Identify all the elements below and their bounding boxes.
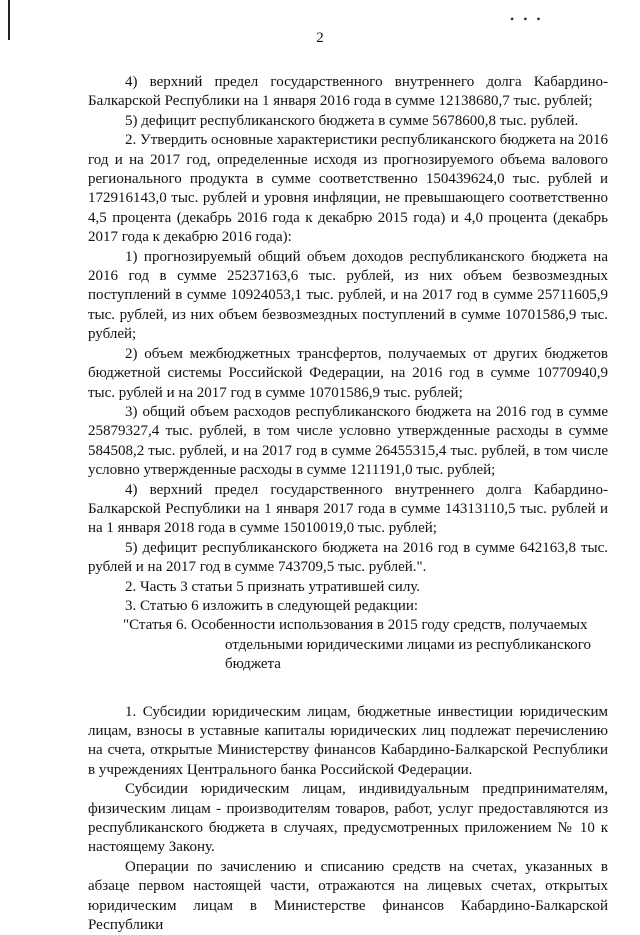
page-number: 2	[316, 30, 324, 46]
paragraph: 3) общий объем расходов республиканского бюджета на 2016 год в сумме 25879327,4 тыс. рублей, в том числе условно утвержденные расходы в сумме 584508,2 тыс. рублей, и на 2017 год в сумме 26455315,4 тыс. рублей, в том числе условно утвержденные расходы в сумме 1211191,0 тыс. рублей;	[88, 403, 608, 479]
article-heading	[88, 616, 608, 674]
paragraph: 5) дефицит республиканского бюджета в сумме 5678600,8 тыс. рублей.	[125, 112, 579, 129]
paragraph: Субсидии юридическим лицам, индивидуальным предпринимателям, физическим лицам - производителям товаров, работ, услуг предоставляются из республиканского бюджета в случаях, предусмотренных приложением № 10 к настоящему Закону.	[88, 781, 608, 856]
paragraph: 2. Утвердить основные характеристики республиканского бюджета на 2016 год и на 2017 год, определенные исходя из прогнозируемого объема валового регионального продукта в сумме соответственно 150439624,0 тыс. рублей и 172916143,0 тыс. рублей и уровня инфляции, не превышающего соответственно 4,5 процента (декабрь 2016 года к декабрю 2015 года) и 4,0 процента (декабрь 2017 года к декабрю 2016 года):	[88, 132, 608, 246]
paragraph: 5) дефицит республиканского бюджета на 2016 год в сумме 642163,8 тыс. рублей и на 2017 год в сумме 743709,5 тыс. рублей.".	[88, 539, 608, 576]
paragraph: 1) прогнозируемый общий объем доходов республиканского бюджета на 2016 год в сумме 25237163,6 тыс. рублей, из них объем безвозмездных поступлений в сумме 10924053,1 тыс. рублей, и на 2017 год в сумме 25711605,9 тыс. рублей, из них объем безвозмездных поступлений в сумме 10701586,9 тыс. рублей;	[88, 248, 608, 343]
paragraph: 4) верхний предел государственного внутреннего долга Кабардино-Балкарской Республики на 1 января 2016 года в сумме 12138680,7 тыс. рублей;	[88, 74, 608, 110]
section-spacer	[88, 675, 608, 703]
document-body	[88, 73, 608, 935]
article-heading-line: "Статья 6. Особенности использования в 2015 году средств, получаемых	[123, 617, 588, 634]
article-heading-line: отдельными юридическими лицами из республиканского	[225, 636, 592, 653]
paragraph: 3. Статью 6 изложить в следующей редакции:	[125, 597, 419, 614]
scan-marks: • • •	[510, 12, 544, 26]
paragraph: 4) верхний предел государственного внутреннего долга Кабардино-Балкарской Республики на 1 января 2017 года в сумме 14313110,5 тыс. рублей и на 1 января 2018 года в сумме 15010019,0 тыс. рублей;	[88, 481, 608, 537]
paragraph: Операции по зачислению и списанию средств на счетах, указанных в абзаце первом настоящей части, отражаются на лицевых счетах, открытых юридическим лицам в Министерстве финансов Кабардино-Балкарской Республики	[88, 858, 608, 934]
paragraph: 1. Субсидии юридическим лицам, бюджетные инвестиции юридическим лицам, взносы в уставные капиталы юридических лиц подлежат перечислению на счета, открытые Министерству финансов Кабардино-Балкарской Республики в учреждениях Центрального банка Российской Федерации.	[88, 703, 608, 778]
paragraph: 2) объем межбюджетных трансфертов, получаемых от других бюджетов бюджетной системы Российской Федерации, на 2016 год в сумме 10770940,9 тыс. рублей и на 2017 год в сумме 10701586,9 тыс. рублей;	[88, 345, 608, 401]
article-heading-line: бюджета	[225, 656, 281, 673]
paragraph: 2. Часть 3 статьи 5 признать утратившей силу.	[125, 578, 421, 595]
